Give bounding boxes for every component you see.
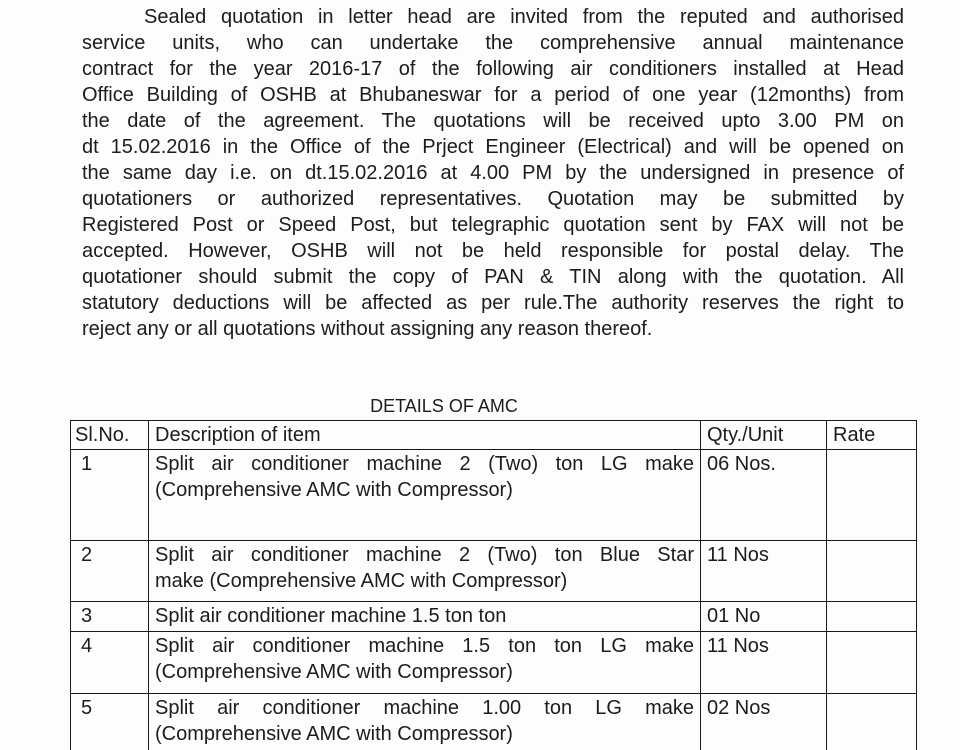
row-sl-no: 3 [71, 602, 149, 632]
description-line: (Comprehensive AMC with Compressor) [155, 479, 513, 501]
notice-line: Registered Post or Speed Post, but telegraphic quotation sent by FAX will not be [82, 214, 904, 236]
table-row [71, 541, 917, 602]
row-qty-unit: 11 Nos [701, 541, 827, 602]
row-description [149, 632, 701, 694]
table-row [71, 632, 917, 694]
notice-line: statutory deductions will be affected as per rule.The authority reserves the right to [82, 292, 904, 314]
description-line: Split air conditioner machine 1.00 ton LG make [155, 697, 694, 719]
notice-line: the date of the agreement. The quotations will be received upto 3.00 PM on [82, 110, 904, 132]
notice-line: quotationers or authorized representatives. Quotation may be submitted by [82, 188, 904, 210]
row-description [149, 694, 701, 750]
description-line: Split air conditioner machine 2 (Two) ton LG make [155, 453, 694, 475]
header-description: Description of item [149, 421, 701, 450]
row-description [149, 450, 701, 541]
table-row [71, 450, 917, 541]
row-rate [827, 450, 917, 541]
header-qty-unit: Qty./Unit [701, 421, 827, 450]
row-rate [827, 602, 917, 632]
notice-line: contract for the year 2016-17 of the following air conditioners installed at Head [82, 58, 904, 80]
notice-paragraph [82, 4, 904, 342]
description-line: Split air conditioner machine 1.5 ton ton LG make [155, 635, 694, 657]
notice-line: dt 15.02.2016 in the Office of the Prject Engineer (Electrical) and will be opened on [82, 136, 904, 158]
row-description [149, 541, 701, 602]
table-row [71, 694, 917, 750]
row-rate [827, 541, 917, 602]
header-sl-no: Sl.No. [71, 421, 149, 450]
row-sl-no: 2 [71, 541, 149, 602]
description-line: (Comprehensive AMC with Compressor) [155, 723, 513, 745]
notice-line: quotationer should submit the copy of PAN & TIN along with the quotation. All [82, 266, 904, 288]
notice-line: service units, who can undertake the comprehensive annual maintenance [82, 32, 904, 54]
row-sl-no: 4 [71, 632, 149, 694]
description-line: (Comprehensive AMC with Compressor) [155, 661, 513, 683]
notice-line: the same day i.e. on dt.15.02.2016 at 4.00 PM by the undersigned in presence of [82, 162, 904, 184]
row-rate [827, 632, 917, 694]
row-sl-no: 5 [71, 694, 149, 750]
table-caption: DETAILS OF AMC [370, 396, 518, 416]
amc-details-table [70, 420, 917, 750]
description-line: Split air conditioner machine 1.5 ton ton [155, 605, 507, 627]
row-qty-unit: 02 Nos [701, 694, 827, 750]
row-sl-no: 1 [71, 450, 149, 541]
row-rate [827, 694, 917, 750]
notice-line: accepted. However, OSHB will not be held responsible for postal delay. The [82, 240, 904, 262]
description-line: Split air conditioner machine 2 (Two) ton Blue Star [155, 544, 694, 566]
notice-line: Office Building of OSHB at Bhubaneswar for a period of one year (12months) from [82, 84, 904, 106]
row-qty-unit: 11 Nos [701, 632, 827, 694]
table-header-row [71, 421, 917, 450]
notice-line: reject any or all quotations without assigning any reason thereof. [82, 318, 653, 340]
row-qty-unit: 01 No [701, 602, 827, 632]
row-description [149, 602, 701, 632]
table-row [71, 602, 917, 632]
description-line: make (Comprehensive AMC with Compressor) [155, 570, 568, 592]
notice-line: Sealed quotation in letter head are invited from the reputed and authorised [144, 6, 904, 28]
row-qty-unit: 06 Nos. [701, 450, 827, 541]
header-rate: Rate [827, 421, 917, 450]
